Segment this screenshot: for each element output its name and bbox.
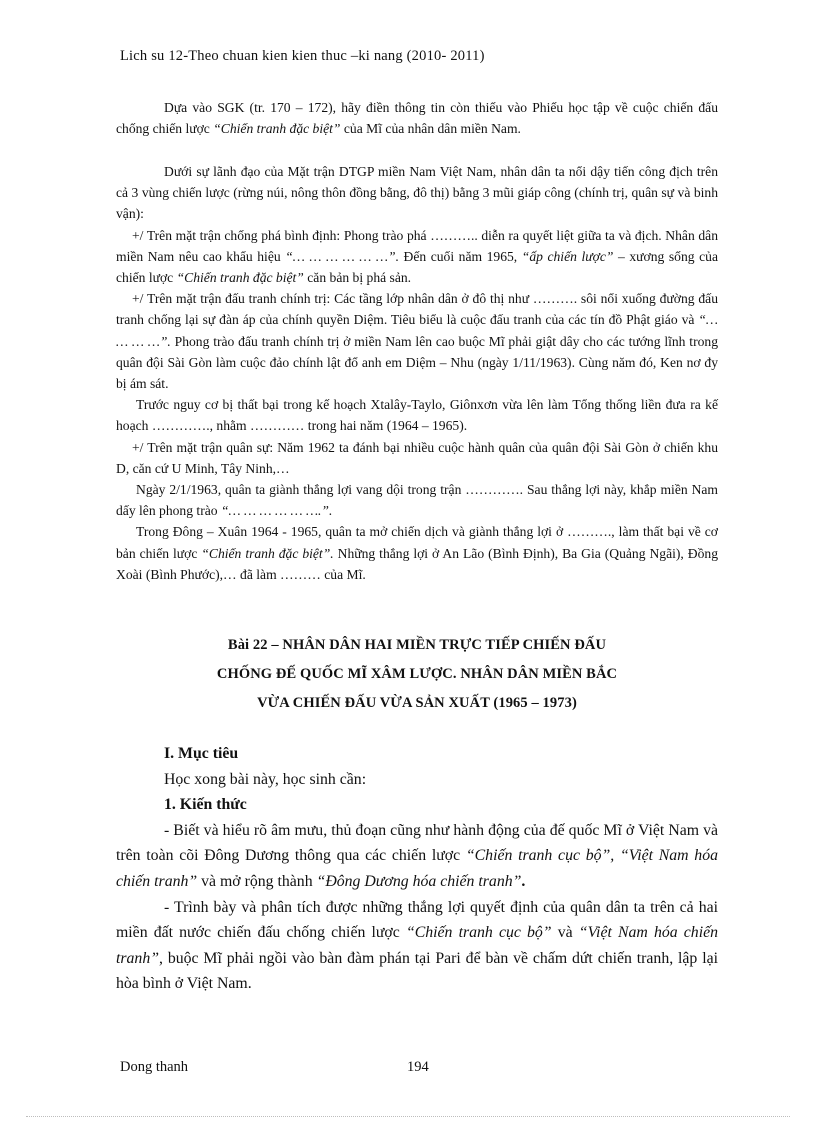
page-number: 194 (407, 1059, 429, 1075)
paragraph: +/ Trên mặt trận đấu tranh chính trị: Các tầng lớp nhân dân ở đô thị như ………. sôi nổi xuống đường đấu tranh chống lại sự đàn áp của chính quyền Diệm. Tiêu biểu là cuộc đấu tranh của các tín đồ Phật giáo và “… … … …”. Phong trào đấu tranh chính trị ở miền Nam lên cao buộc Mĩ phải giật dây cho các tướng lĩnh trong quân đội Sài Gòn làm cuộc đảo chính lật đổ anh em Diệm – Nhu (ngày 1/11/1963). Cùng năm đó, Ken nơ đy bị ám sát. (116, 291, 718, 392)
title-line: CHỐNG ĐẾ QUỐC MĨ XÂM LƯỢC. NHÂN DÂN MIỀN BẮC (216, 666, 618, 682)
lesson-title (116, 631, 718, 718)
paragraph: Học xong bài này, học sinh cần: (164, 770, 367, 788)
paragraph: Dưới sự lãnh đạo của Mặt trận DTGP miền Nam Việt Nam, nhân dân ta nổi dậy tiến công địch trên cả 3 vùng chiến lược (rừng núi, nông thôn đồng bằng, đô thị) bằng 3 mũi giáp công (chính trị, quân sự và binh vận): (116, 164, 718, 222)
section-heading: I. Mục tiêu (164, 745, 239, 762)
paragraph: Dựa vào SGK (tr. 170 – 172), hãy điền thông tin còn thiếu vào Phiếu học tập về cuộc chiến đấu chống chiến lược “Chiến tranh đặc biệt” của Mĩ của nhân dân miền Nam. (116, 100, 718, 137)
list-item: - Biết và hiểu rõ âm mưu, thủ đoạn cũng như hành động của đế quốc Mĩ ở Việt Nam và trên toàn cõi Đông Dương thông qua các chiến lược “Chiến tranh cục bộ”, “Việt Nam hóa chiến tranh” và mở rộng thành “Đông Dương hóa chiến tranh”. (116, 821, 718, 890)
paragraph: Ngày 2/1/1963, quân ta giành thắng lợi vang dội trong trận …………. Sau thắng lợi này, khắp miền Nam dấy lên phong trào “… … … … … ….”. (116, 482, 718, 519)
footer-author: Dong thanh (120, 1059, 189, 1075)
title-line: VỪA CHIẾN ĐẤU VỪA SẢN XUẤT (1965 – 1973) (257, 695, 577, 711)
paragraph: Trong Đông – Xuân 1964 - 1965, quân ta mở chiến dịch và giành thắng lợi ở ………., làm thất bại về cơ bản chiến lược “Chiến tranh đặc biệt”. Những thắng lợi ở An Lão (Bình Định), Ba Gia (Quảng Ngãi), Đồng Xoài (Bình Phước),… đã làm ……… của Mĩ. (116, 524, 718, 582)
paragraph: +/ Trên mặt trận quân sự: Năm 1962 ta đánh bại nhiều cuộc hành quân của quân đội Sài Gòn ở chiến khu D, căn cứ U Minh, Tây Ninh,… (116, 439, 718, 476)
paragraph: Trước nguy cơ bị thất bại trong kế hoạch Xtalây-Taylo, Giônxơn vừa lên làm Tổng thống liền đưa ra kế hoạch …………., nhằm ………… trong hai năm (1964 – 1965). (116, 397, 718, 434)
title-line: Bài 22 – NHÂN DÂN HAI MIỀN TRỰC TIẾP CHIẾN ĐẤU (227, 637, 607, 653)
subsection-heading: 1. Kiến thức (164, 796, 247, 814)
running-header: Lich su 12-Theo chuan kien kien thuc –ki nang (2010- 2011) (120, 48, 485, 64)
intro-instruction (116, 97, 718, 139)
page-border (26, 1116, 790, 1117)
list-item: - Trình bày và phân tích được những thắng lợi quyết định của quân dân ta trên cả hai miền đất nước chiến đấu chống chiến lược “Chiến tranh cục bộ” và “Việt Nam hóa chiến tranh”, buộc Mĩ phải ngồi vào bàn đàm phán tại Pari để bàn về chấm dứt chiến tranh, lập lại hòa bình ở Việt Nam. (116, 898, 718, 993)
worksheet-body (116, 161, 718, 585)
lesson-body (116, 741, 718, 997)
paragraph: +/ Trên mặt trận chống phá bình định: Phong trào phá ……….. diễn ra quyết liệt giữa ta và địch. Nhân dân miền Nam nêu cao khẩu hiệu “… … … … … …”. Đến cuối năm 1965, “ấp chiến lược” – xương sống của chiến lược “Chiến tranh đặc biệt” căn bản bị phá sản. (116, 227, 718, 286)
